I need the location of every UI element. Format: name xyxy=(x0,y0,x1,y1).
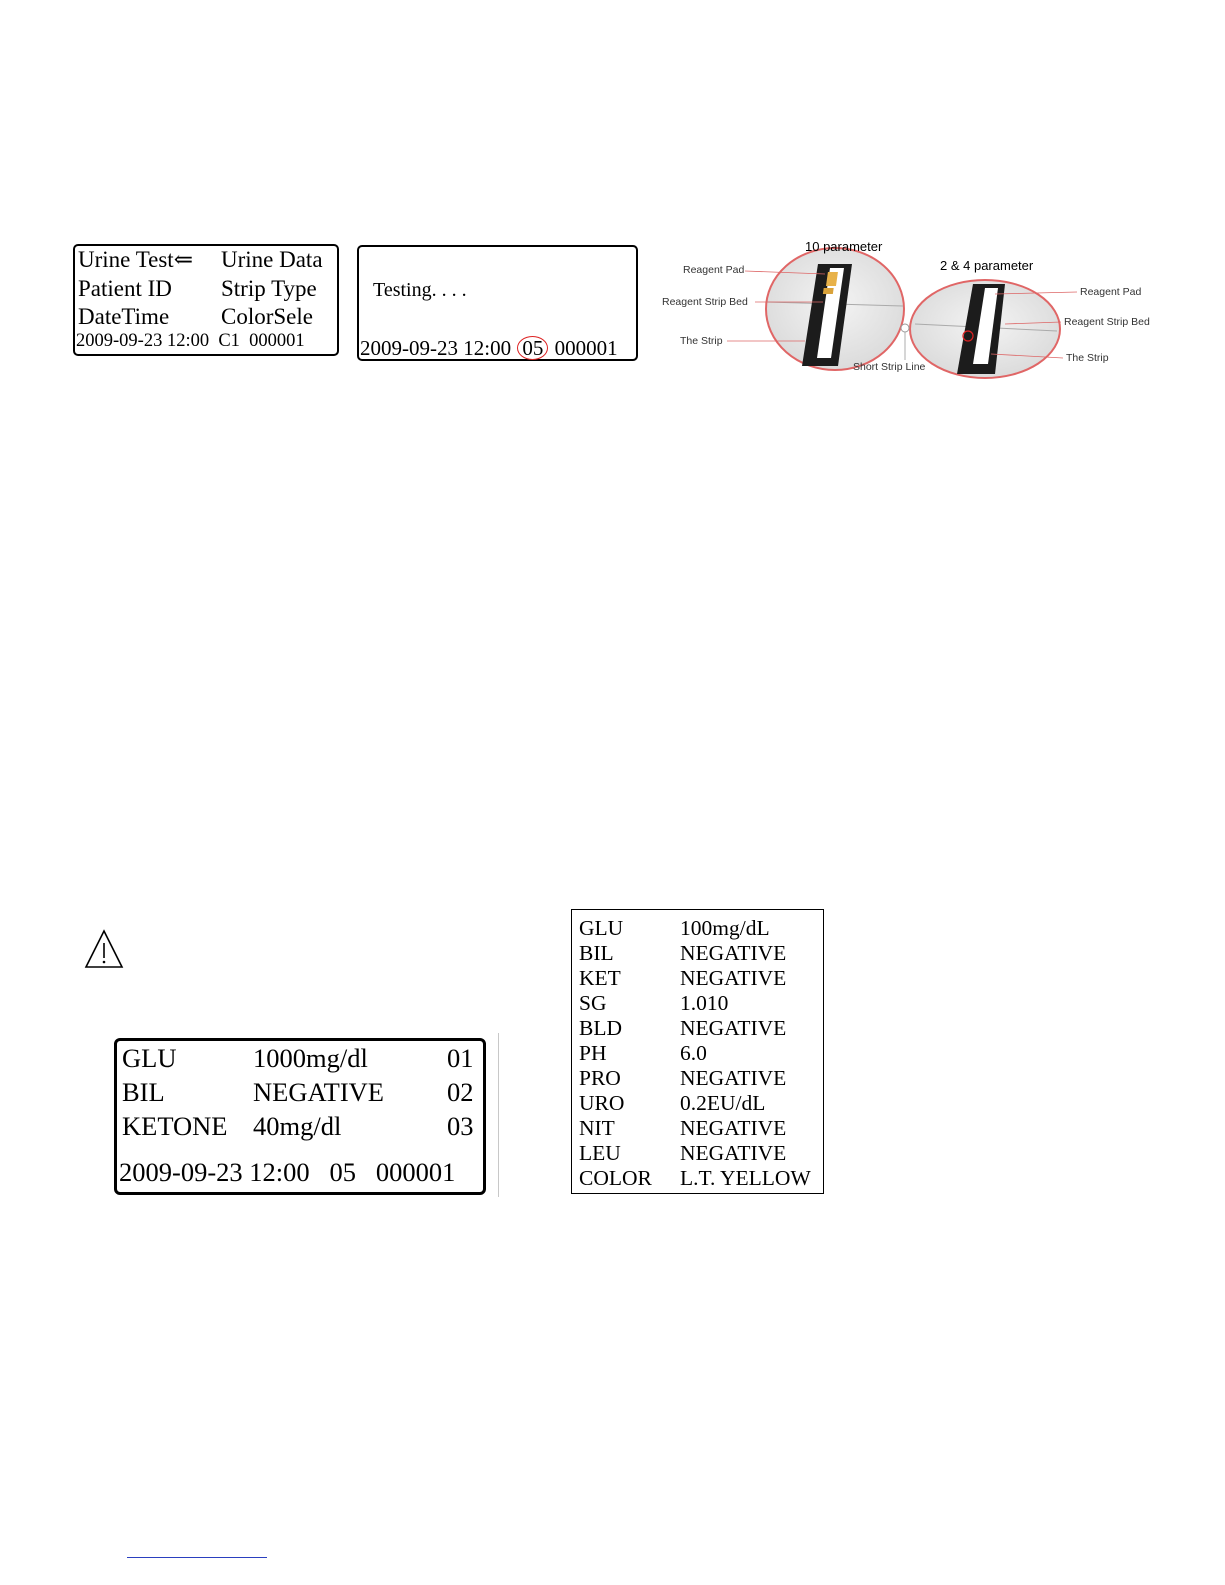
menu-item-urine-data[interactable]: Urine Data xyxy=(221,247,323,272)
param-name: BLD xyxy=(579,1016,622,1040)
lcd-status-line: 2009-09-23 12:00 05 000001 xyxy=(119,1157,456,1187)
result-row-value: 40mg/dl xyxy=(253,1111,342,1141)
lcd-status-line xyxy=(360,336,618,360)
vertical-divider xyxy=(498,1033,499,1197)
param-name: PH xyxy=(579,1041,607,1065)
menu-item-colorsele[interactable]: ColorSele xyxy=(221,304,313,329)
param-name: LEU xyxy=(579,1141,621,1165)
result-row-index: 02 xyxy=(447,1077,474,1107)
result-row-name: BIL xyxy=(122,1077,165,1107)
figure-title-2-4-parameter: 2 & 4 parameter xyxy=(940,258,1034,273)
testing-message: Testing. . . . xyxy=(373,279,467,301)
param-value: NEGATIVE xyxy=(680,966,787,990)
param-name: BIL xyxy=(579,941,614,965)
menu-item-strip-type[interactable]: Strip Type xyxy=(221,276,317,301)
label-reagent-pad-right: Reagent Pad xyxy=(1080,286,1142,298)
lcd-status-line: 2009-09-23 12:00 C1 000001 xyxy=(76,331,305,351)
warning-triangle-icon xyxy=(83,928,125,970)
label-reagent-strip-bed-left: Reagent Strip Bed xyxy=(662,296,748,308)
result-row-value: 1000mg/dl xyxy=(253,1043,368,1073)
param-name: KET xyxy=(579,966,621,990)
param-value: 6.0 xyxy=(680,1041,707,1065)
label-the-strip-left: The Strip xyxy=(680,335,723,347)
param-value: L.T. YELLOW xyxy=(680,1166,811,1190)
result-row-index: 03 xyxy=(447,1111,474,1141)
result-row-value: NEGATIVE xyxy=(253,1077,384,1107)
param-name: URO xyxy=(579,1091,625,1115)
param-name: COLOR xyxy=(579,1166,652,1190)
selection-arrow-icon: ⇐ xyxy=(173,247,193,272)
param-name: PRO xyxy=(579,1066,621,1090)
status-datetime: 2009-09-23 12:00 xyxy=(360,336,512,360)
status-code-circled: 05 xyxy=(517,336,548,360)
param-value: NEGATIVE xyxy=(680,1016,787,1040)
param-value: 1.010 xyxy=(680,991,729,1015)
param-value: NEGATIVE xyxy=(680,941,787,965)
label-short-strip-line: Short Strip Line xyxy=(853,361,926,373)
result-row-name: KETONE xyxy=(122,1111,228,1141)
result-row-index: 01 xyxy=(447,1043,474,1073)
param-value: 0.2EU/dL xyxy=(680,1091,766,1115)
param-value: NEGATIVE xyxy=(680,1066,787,1090)
menu-item-patient-id[interactable]: Patient ID xyxy=(78,276,172,301)
menu-label: Urine Test xyxy=(78,247,174,272)
footnote-separator xyxy=(127,1557,267,1558)
label-reagent-strip-bed-right: Reagent Strip Bed xyxy=(1064,316,1150,328)
label-the-strip-right: The Strip xyxy=(1066,352,1109,364)
results-printout-table xyxy=(571,909,824,1194)
result-row-name: GLU xyxy=(122,1043,177,1073)
param-value: NEGATIVE xyxy=(680,1141,787,1165)
param-name: GLU xyxy=(579,916,624,940)
param-name: SG xyxy=(579,991,607,1015)
param-value: NEGATIVE xyxy=(680,1116,787,1140)
param-name: NIT xyxy=(579,1116,615,1140)
param-value: 100mg/dL xyxy=(680,916,770,940)
menu-item-urine-test[interactable] xyxy=(78,248,193,271)
menu-item-datetime[interactable]: DateTime xyxy=(78,304,170,329)
figure-title-10-parameter: 10 parameter xyxy=(805,239,883,254)
strip-bed-illustration xyxy=(655,236,1175,381)
status-id: 000001 xyxy=(554,336,618,360)
lcd-main-menu xyxy=(73,244,339,356)
label-reagent-pad-left: Reagent Pad xyxy=(683,264,745,276)
lcd-result-screen xyxy=(114,1038,486,1195)
lcd-testing-screen xyxy=(357,245,638,361)
